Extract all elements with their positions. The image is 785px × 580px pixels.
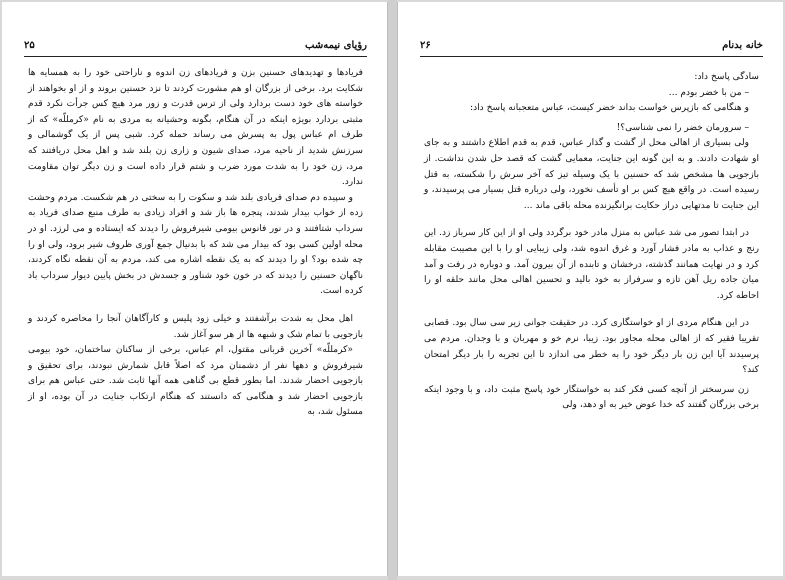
left-running-title: رؤیای نیمه‌شب — [305, 40, 367, 51]
paragraph: فریادها و تهدیدهای حسنین بزن و فریادهای زن اندوه و ناراحتی خود را به همسایه ها شکایت برد. برخی از بزرگان او هم مشورت کردند تا نزد حسنین بروند و از او بخواهند از خواسته های خود دست بردارد ولی از ترس قدرت و زور مرد هیچ کس جرأت نکرد قدم مثبتی بردارد بویژه اینکه در آن هنگام، بگونه وحشیانه به مردی به نام «کرمللّه» که از طرف ام عباس پول به پسرش می رساند حمله کرد. شبی پس از یک گوشمالی و سرزنش شدید از ناحیه مرد، صدای شیون و زاری زن بلند شد و اهل محل دریافتند که مرد، زن خود را به شدت مورد ضرب و شتم قرار داده است و زن دیگر توان مقاومت ندارد. — [28, 68, 363, 188]
paragraph: در این هنگام مردی از او خواستگاری کرد. در حقیقت جوانی زیر سی سال بود. قصابی تقریبا فقیر که از اهالی محله مجاور بود. زیبا، نرم خو و مهربان و با وجدان. مردم می پرسیدند آیا این زن بار دیگر خود را به خطر می اندازد تا این تجربه را بار دیگر امتحان کند؟ — [424, 318, 759, 376]
right-page-body — [424, 70, 759, 414]
paragraph: و هنگامی که بازپرس خواست بداند خضر کیست، عباس متعجبانه پاسخ داد: — [470, 103, 749, 114]
dialogue-line: – سرورمان خضر را نمی شناسی؟! — [616, 122, 749, 133]
left-page-header — [24, 40, 367, 57]
right-page-number: ۲۶ — [420, 40, 431, 51]
left-page — [2, 2, 388, 576]
paragraph: اهل محل به شدت برآشفتند و خیلی زود پلیس و کارآگاهان آنجا را محاصره کردند و بازجویی با تمام شک و شبهه ها از هر سو آغاز شد. — [28, 313, 363, 340]
paragraph: ولی بسیاری از اهالی محل از گشت و گذار عباس، قدم به قدم اطلاع داشتند و به جای او شهادت دادند. و به این گونه این جنایت، معمایی گشت که قصد حل شدن نداشت. از بازجویی ها مشخص شد که حسنین با یک وسیله تیز که آخر سرش را شکسته، به قتل رسیده است. در واقع هیچ کس بر او تأسف نخورد، ولی درباره قتل بسیار می پرسیدند، و این جنایت تا مدتهایی دراز حکایت برانگیزنده محله باقی ماند ... — [424, 138, 759, 211]
book-gutter — [388, 0, 397, 580]
right-page-header — [420, 40, 763, 57]
dialogue-line: – من با خضر بودم ... — [668, 87, 749, 98]
paragraph: سادگی پاسخ داد: — [694, 72, 759, 82]
left-page-body — [28, 66, 363, 421]
paragraph: و سپیده دم صدای فریادی بلند شد و سکوت را به سختی در هم شکست. مردم وحشت زده از خواب بیدار شدند، پنجره ها باز شد و افراد زیادی به طرف منبع صدای فریاد به سرداب شتافتند و در نور فانوس بیومی شیرفروش را دیدند که ایستاده و می لرزد. او در محله اولین کسی بود که بیدار می شد که با بدنیال جمع آوری ظروف شیر برود، ولی او را چه شده بود؟ او را دیدند که به یک نقطه اشاره می کند، مردم به آن نقطه نگاه کردند، ناگهان حسنین را دیدند که در خون خود شناور و جسدش در بخش پایین دیوار سرداب باد کرده است. — [28, 192, 363, 297]
paragraph: در ابتدا تصور می شد عباس به منزل مادر خود برگردد ولی او از این کار سرباز زد. این رنج و عذاب به مادر فشار آورد و غرق اندوه شد، ولی زیبایی او را با این مصیبت مقابله کرد و در نهایت همانند گذشته، درخشان و تابنده از آن بیرون آمد. و دوباره در رفت و آمد میان جاده ریل آهن تازه و سرفراز به خود بالید و تحسین اهالی محل مانند حلقه او را احاطه کرد. — [424, 228, 759, 301]
right-running-title: خانه بدنام — [722, 40, 763, 51]
left-page-number: ۲۵ — [24, 40, 35, 51]
paragraph: زن سرسختر از آنچه کسی فکر کند به خواستگار خود پاسخ مثبت داد، و با وجود اینکه برخی بزرگان گفتند که خدا عوض خیر به او دهد، ولی — [424, 384, 759, 411]
right-page — [397, 2, 783, 576]
paragraph: «کرمللّه» آخرین قربانی مقتول، ام عباس، برخی از ساکنان ساختمان، خود بیومی شیرفروش و دهها نفر از دشمنان مرد که اصلاً قابل شمارش نبودند، برای تحقیق و بازجویی احضار شدند. اما بطور قطع بی گناهی همه آنها ثابت شد. حتی عباس هم برای بازجویی احضار شد و هنگامی که دانستند که هنگام ارتکاب جنایت در آن بوده، او از مسئول شد، به — [28, 345, 363, 418]
